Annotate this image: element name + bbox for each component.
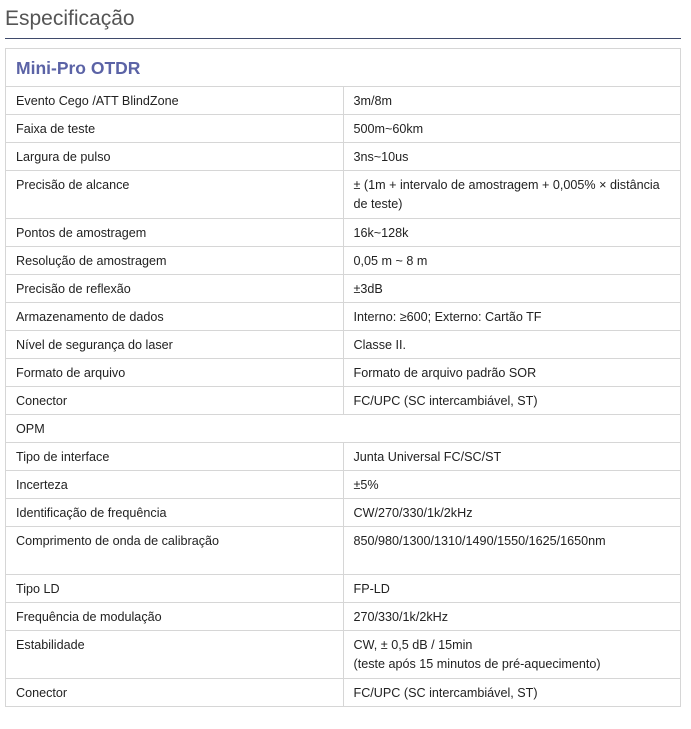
spec-value: ±3dB	[343, 275, 681, 303]
table-header-row	[6, 49, 681, 87]
product-name: Mini-Pro OTDR	[6, 49, 681, 87]
spec-value: CW/270/330/1k/2kHz	[343, 499, 681, 527]
table-row	[6, 359, 681, 387]
spec-value: ± (1m + intervalo de amostragem + 0,005% × distância de teste)	[343, 171, 681, 219]
table-row	[6, 87, 681, 115]
table-row	[6, 679, 681, 707]
spec-key: Nível de segurança do laser	[6, 331, 344, 359]
spec-value: 3m/8m	[343, 87, 681, 115]
spec-key: Precisão de reflexão	[6, 275, 344, 303]
section-row-opm	[6, 415, 681, 443]
spec-key: Conector	[6, 679, 344, 707]
table-row	[6, 631, 681, 679]
spec-value: 500m~60km	[343, 115, 681, 143]
spec-value	[343, 631, 681, 679]
spec-value: 850/980/1300/1310/1490/1550/1625/1650nm	[343, 527, 681, 575]
table-row	[6, 331, 681, 359]
table-row	[6, 443, 681, 471]
section-label: OPM	[6, 415, 681, 443]
table-row	[6, 171, 681, 219]
spec-key: Tipo LD	[6, 575, 344, 603]
spec-key: Estabilidade	[6, 631, 344, 679]
spec-value: 3ns~10us	[343, 143, 681, 171]
spec-key: Tipo de interface	[6, 443, 344, 471]
table-row	[6, 471, 681, 499]
spec-value: FC/UPC (SC intercambiável, ST)	[343, 679, 681, 707]
spec-key: Conector	[6, 387, 344, 415]
page-title: Especificação	[5, 7, 135, 30]
spec-value: 270/330/1k/2kHz	[343, 603, 681, 631]
spec-key: Comprimento de onda de calibração	[6, 527, 344, 575]
table-row	[6, 143, 681, 171]
spec-value: Formato de arquivo padrão SOR	[343, 359, 681, 387]
spec-key: Precisão de alcance	[6, 171, 344, 219]
table-row	[6, 603, 681, 631]
spec-value: FP-LD	[343, 575, 681, 603]
table-row	[6, 499, 681, 527]
spec-value: Classe II.	[343, 331, 681, 359]
title-divider	[5, 38, 681, 39]
spec-table	[5, 48, 681, 707]
spec-key: Frequência de modulação	[6, 603, 344, 631]
spec-value: ±5%	[343, 471, 681, 499]
spec-key: Identificação de frequência	[6, 499, 344, 527]
table-row	[6, 387, 681, 415]
table-row	[6, 219, 681, 247]
spec-key: Faixa de teste	[6, 115, 344, 143]
spec-key: Evento Cego /ATT BlindZone	[6, 87, 344, 115]
spec-value-line: (teste após 15 minutos de pré-aquecimento)	[353, 657, 601, 671]
spec-value: 0,05 m ~ 8 m	[343, 247, 681, 275]
spec-value: Interno: ≥600; Externo: Cartão TF	[343, 303, 681, 331]
spec-value: Junta Universal FC/SC/ST	[343, 443, 681, 471]
table-row	[6, 115, 681, 143]
spec-value-line: CW, ± 0,5 dB / 15min	[353, 638, 473, 652]
spec-key: Formato de arquivo	[6, 359, 344, 387]
table-row	[6, 275, 681, 303]
spec-key: Pontos de amostragem	[6, 219, 344, 247]
spec-key: Armazenamento de dados	[6, 303, 344, 331]
table-row	[6, 527, 681, 575]
spec-key: Resolução de amostragem	[6, 247, 344, 275]
spec-value: 16k~128k	[343, 219, 681, 247]
table-row	[6, 303, 681, 331]
spec-value: FC/UPC (SC intercambiável, ST)	[343, 387, 681, 415]
table-row	[6, 575, 681, 603]
spec-key: Incerteza	[6, 471, 344, 499]
table-row	[6, 247, 681, 275]
spec-key: Largura de pulso	[6, 143, 344, 171]
